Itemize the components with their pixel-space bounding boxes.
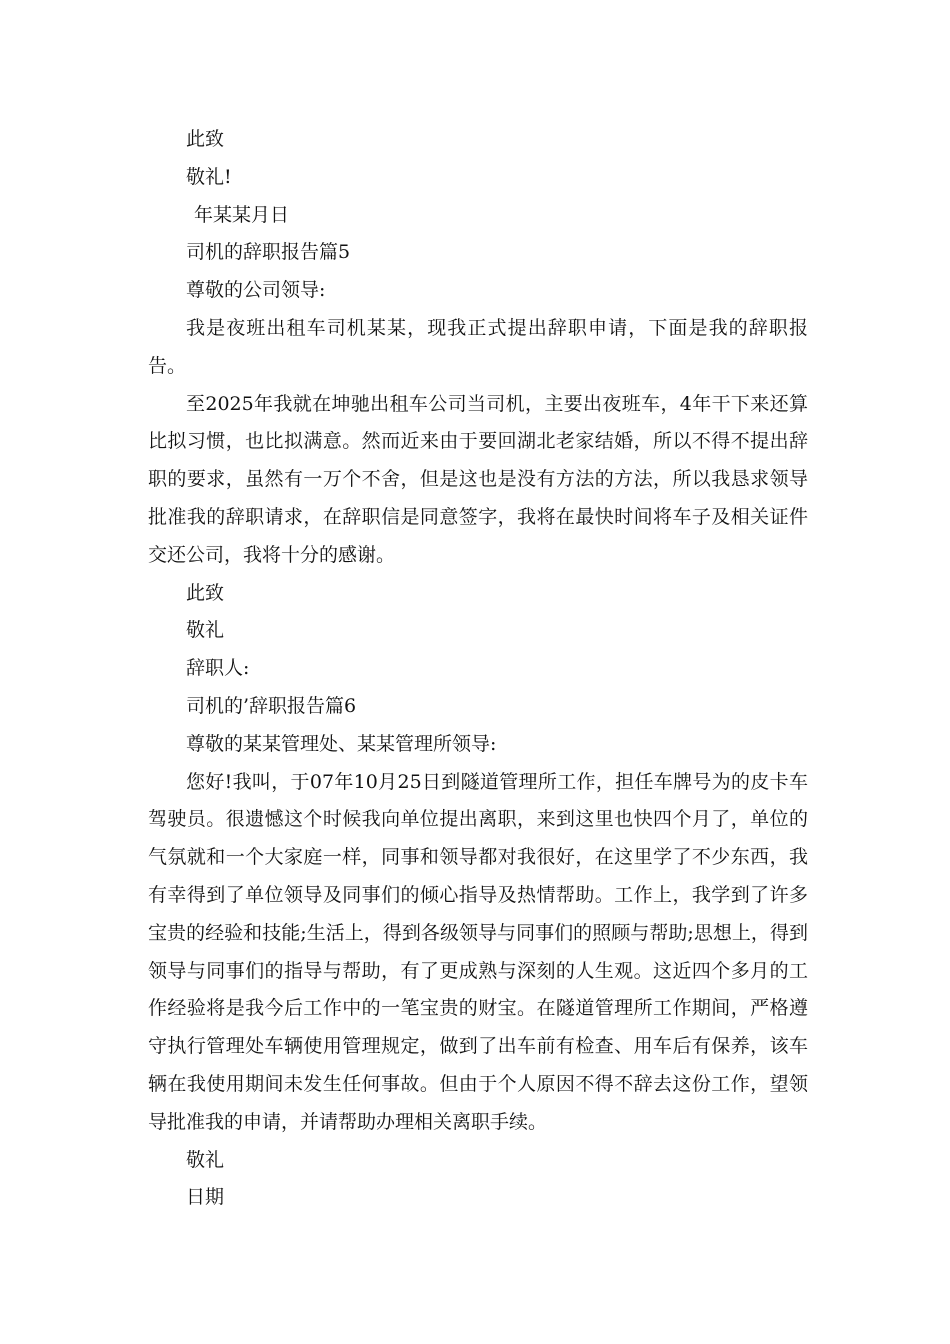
section-6-title: 司机的’辞职报告篇6 [186,694,357,717]
document-body [148,121,808,1217]
closing-date: 年某某月日 [194,203,290,226]
section-6-regards: 敬礼 [186,1148,225,1171]
section-5-paragraph-1: 我是夜班出租车司机某某，现我正式提出辞职申请，下面是我的辞职报告。 [148,316,808,377]
section-5-title: 司机的辞职报告篇5 [186,241,351,264]
section-5-regards: 敬礼 [186,619,225,642]
section-5-recipient: 尊敬的公司领导: [186,279,326,302]
section-6-recipient: 尊敬的某某管理处、某某管理所领导: [186,732,497,755]
section-6-date-label: 日期 [186,1186,225,1209]
closing-regards: 敬礼! [186,165,232,188]
section-5-salutation: 此致 [186,581,225,604]
section-5-paragraph-2: 至2025年我就在坤驰出租车公司当司机，主要出夜班车，4年干下来还算比拟习惯，也比拟满意。然而近来由于要回湖北老家结婚，所以不得不提出辞职的要求，虽然有一万个不舍，但是这也是没有方法的方法，所以我恳求领导批准我的辞职请求，在辞职信是同意签字，我将在最快时间将车子及相关证件交还公司，我将十分的感谢。 [148,392,808,566]
section-5-signature: 辞职人: [186,657,250,680]
closing-salutation: 此致 [186,128,225,150]
section-6-paragraph-1: 您好!我叫，于07年10月25日到隧道管理所工作，担任车牌号为的皮卡车驾驶员。很遗憾这个时候我向单位提出离职，来到这里也快四个月了，单位的气氛就和一个大家庭一样，同事和领导都对我很好，在这里学了不少东西，我有幸得到了单位领导及同事们的倾心指导及热情帮助。工作上，我学到了许多宝贵的经验和技能;生活上，得到各级领导与同事们的照顾与帮助;思想上，得到领导与同事们的指导与帮助，有了更成熟与深刻的人生观。这近四个多月的工作经验将是我今后工作中的一笔宝贵的财宝。在隧道管理所工作期间，严格遵守执行管理处车辆使用管理规定，做到了出车前有检查、用车后有保养，该车辆在我使用期间未发生任何事故。但由于个人原因不得不辞去这份工作，望领导批准我的申请，并请帮助办理相关离职手续。 [148,770,808,1133]
